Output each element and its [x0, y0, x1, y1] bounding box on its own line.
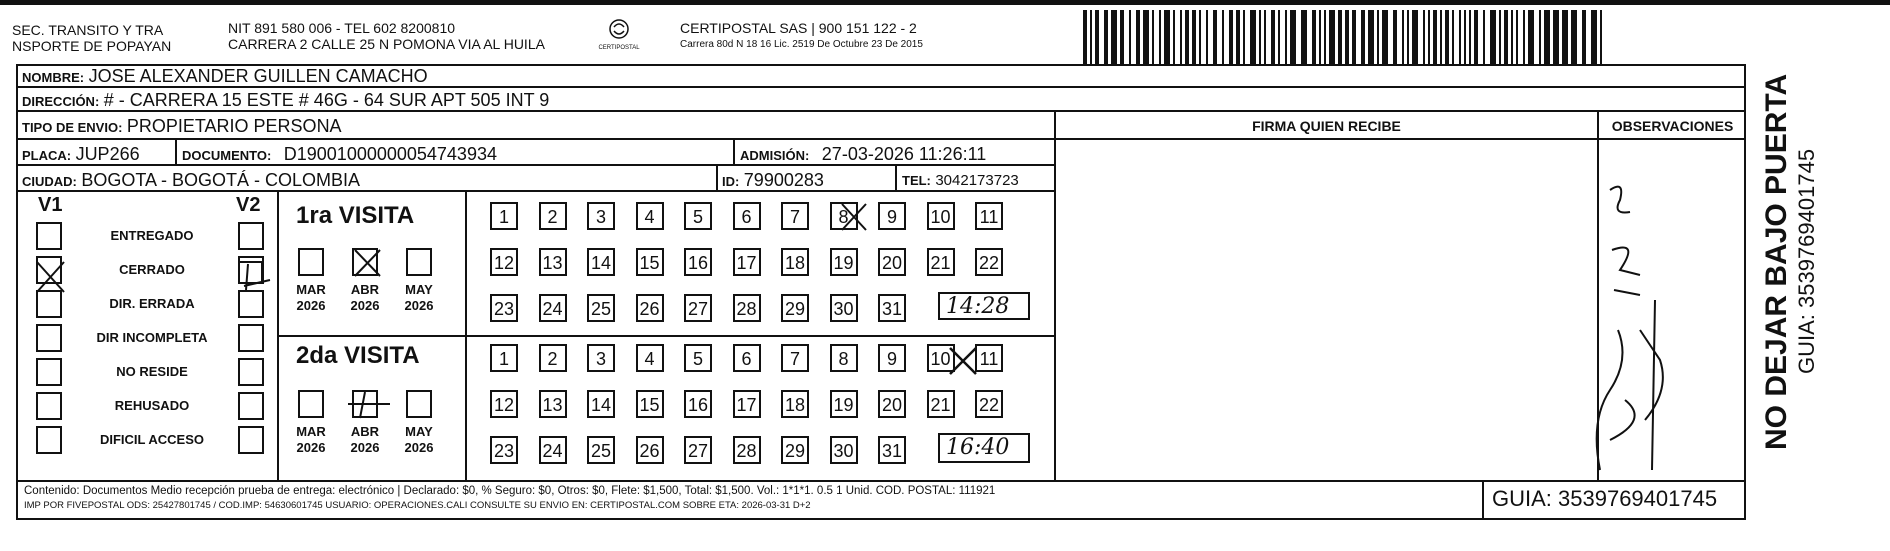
day-box: 6 [733, 202, 761, 230]
month-year: 2026 [296, 298, 326, 313]
signature-top [1610, 187, 1640, 295]
placa-value: JUP266 [75, 144, 140, 164]
documento-value: D19001000000054743934 [283, 144, 497, 164]
first-visit-title: 1ra VISITA [296, 202, 415, 229]
documento-label: DOCUMENTO: [182, 148, 272, 163]
day-box: 14 [587, 248, 615, 276]
direccion-label: DIRECCIÓN: [22, 94, 100, 109]
status-label: REHUSADO [114, 398, 190, 413]
day-box: 1 [490, 344, 518, 372]
day-box: 24 [539, 294, 567, 322]
day-box: 30 [830, 294, 858, 322]
month-name: MAR [296, 282, 326, 297]
v2-label: V2 [236, 194, 261, 216]
day-box: 16 [684, 390, 712, 418]
cerrado-v2-mark [240, 262, 270, 290]
day-box: 7 [781, 202, 809, 230]
tel-value: 3042173723 [935, 172, 1019, 189]
day-box: 29 [781, 436, 809, 464]
sender-line-2: NSPORTE DE POPAYAN [12, 38, 172, 54]
day8-mark [842, 204, 866, 230]
day-box: 28 [733, 294, 761, 322]
day-box: 8 [830, 202, 858, 230]
day-box: 19 [830, 390, 858, 418]
month-name: MAR [296, 424, 326, 439]
day-box: 22 [975, 390, 1003, 418]
tipo-label: TIPO DE ENVIO: [22, 120, 123, 135]
day-box: 25 [587, 436, 615, 464]
status-label: DIR. ERRADA [109, 296, 195, 311]
day-box: 9 [878, 202, 906, 230]
month-name: ABR [350, 424, 380, 439]
day-box: 10 [927, 202, 955, 230]
obs-label: OBSERVACIONES [1611, 118, 1734, 134]
firma-label: FIRMA QUIEN RECIBE [1252, 118, 1401, 134]
signature-bottom [1597, 300, 1663, 470]
day-box: 17 [733, 248, 761, 276]
day-box: 26 [636, 436, 664, 464]
id-value: 79900283 [743, 170, 824, 190]
day-box: 22 [975, 248, 1003, 276]
day10-mark [950, 348, 976, 374]
day-box: 12 [490, 390, 518, 418]
day-box: 11 [975, 344, 1003, 372]
abr-1-mark [355, 250, 380, 276]
day-box: 13 [539, 390, 567, 418]
day-box: 2 [539, 344, 567, 372]
day-box: 12 [490, 248, 518, 276]
day-box: 18 [781, 390, 809, 418]
day-box: 6 [733, 344, 761, 372]
day-box: 7 [781, 344, 809, 372]
status-label: DIR INCOMPLETA [96, 330, 208, 345]
day-box: 3 [587, 202, 615, 230]
day-box: 9 [878, 344, 906, 372]
ciudad-label: CIUDAD: [22, 174, 77, 189]
nit-line: NIT 891 580 006 - TEL 602 8200810 [228, 20, 456, 36]
day-box: 14 [587, 390, 615, 418]
day-box: 21 [927, 248, 955, 276]
day-box: 24 [539, 436, 567, 464]
day-box: 23 [490, 436, 518, 464]
company-sub: Carrera 80d N 18 16 Lic. 2519 De Octubre 23 De 2015 [680, 39, 923, 50]
day-box: 18 [781, 248, 809, 276]
sender-line-1: SEC. TRANSITO Y TRA [12, 22, 164, 38]
day-box: 5 [684, 344, 712, 372]
day-box: 26 [636, 294, 664, 322]
day-box: 10 [927, 344, 955, 372]
footer-line-1: Contenido: Documentos Medio recepción prueba de entrega: electrónico | Declarado: $0, % Seguro: $0, Otros: $0, Flete: $1,500, Total: $1,500. Vol.: 1*1*1. 0.5 1 Unid. COD. POSTAL: 111921 [24, 485, 996, 497]
day-box: 11 [975, 202, 1003, 230]
footer-guia-divider [1482, 480, 1484, 520]
tipo-value: PROPIETARIO PERSONA [126, 116, 342, 136]
ciudad-value: BOGOTA - BOGOTÁ - COLOMBIA [81, 170, 361, 190]
month-year: 2026 [404, 440, 434, 455]
footer-line-2: IMP POR FIVEPOSTAL ODS: 25427801745 / COD.IMP: 54630601745 USUARIO: OPERACIONES.CALI CONSULTE SU ENVIO EN: CERTIPOSTAL.COM SOBRE ETA: 2026-03-31 D+2 [24, 500, 811, 511]
status-label: DIFICIL ACCESO [99, 432, 204, 447]
day-box: 15 [636, 390, 664, 418]
day-box: 29 [781, 294, 809, 322]
nombre-value: JOSE ALEXANDER GUILLEN CAMACHO [88, 66, 428, 86]
tel-label: TEL: [902, 173, 931, 188]
side-guia: GUIA: 3539769401745 [1794, 148, 1819, 374]
footer-line [16, 480, 1746, 482]
day-box: 3 [587, 344, 615, 372]
direccion-value: # - CARRERA 15 ESTE # 46G - 64 SUR APT 505 INT 9 [103, 90, 550, 110]
status-label: NO RESIDE [116, 364, 188, 379]
admision-label: ADMISIÓN: [740, 148, 810, 163]
footer-text [24, 484, 1474, 512]
abr-2-mark [348, 392, 390, 418]
day-box: 25 [587, 294, 615, 322]
day-box: 2 [539, 202, 567, 230]
day-box: 28 [733, 436, 761, 464]
day-box: 27 [684, 294, 712, 322]
month-year: 2026 [350, 440, 380, 455]
day-box: 31 [878, 436, 906, 464]
month-year: 2026 [404, 298, 434, 313]
month-name: ABR [350, 282, 380, 297]
nombre-label: NOMBRE: [22, 70, 85, 85]
admision-value: 27-03-2026 11:26:11 [821, 144, 987, 164]
id-label: ID: [722, 174, 740, 189]
day-box: 8 [830, 344, 858, 372]
day-box: 20 [878, 390, 906, 418]
placa-label: PLACA: [22, 148, 72, 163]
side-warning: NO DEJAR BAJO PUERTA [1760, 73, 1793, 450]
second-visit-title: 2da VISITA [296, 342, 420, 369]
month-name: MAY [405, 282, 433, 297]
cerrado-v1-mark [37, 262, 64, 292]
day-box: 16 [684, 248, 712, 276]
day-box: 23 [490, 294, 518, 322]
day-box: 20 [878, 248, 906, 276]
day-box: 5 [684, 202, 712, 230]
day-box: 31 [878, 294, 906, 322]
address-line: CARRERA 2 CALLE 25 N POMONA VIA AL HUILA [228, 36, 545, 52]
v1-label: V1 [38, 194, 63, 216]
day-box: 15 [636, 248, 664, 276]
footer-guia: GUIA: 3539769401745 [1492, 486, 1718, 511]
status-label: CERRADO [119, 262, 185, 277]
month-year: 2026 [296, 440, 326, 455]
logo-text: CERTIPOSTAL [598, 45, 640, 51]
day-box: 4 [636, 202, 664, 230]
day-box: 30 [830, 436, 858, 464]
day-box: 19 [830, 248, 858, 276]
day-box: 13 [539, 248, 567, 276]
first-time-value: 14:28 [946, 294, 1010, 319]
month-year: 2026 [350, 298, 380, 313]
second-time-value: 16:40 [946, 435, 1010, 460]
company-line: CERTIPOSTAL SAS | 900 151 122 - 2 [680, 20, 917, 36]
status-label: ENTREGADO [110, 228, 194, 243]
day-box: 1 [490, 202, 518, 230]
day-box: 4 [636, 344, 664, 372]
month-name: MAY [405, 424, 433, 439]
day-box: 21 [927, 390, 955, 418]
day-box: 17 [733, 390, 761, 418]
day-box: 27 [684, 436, 712, 464]
